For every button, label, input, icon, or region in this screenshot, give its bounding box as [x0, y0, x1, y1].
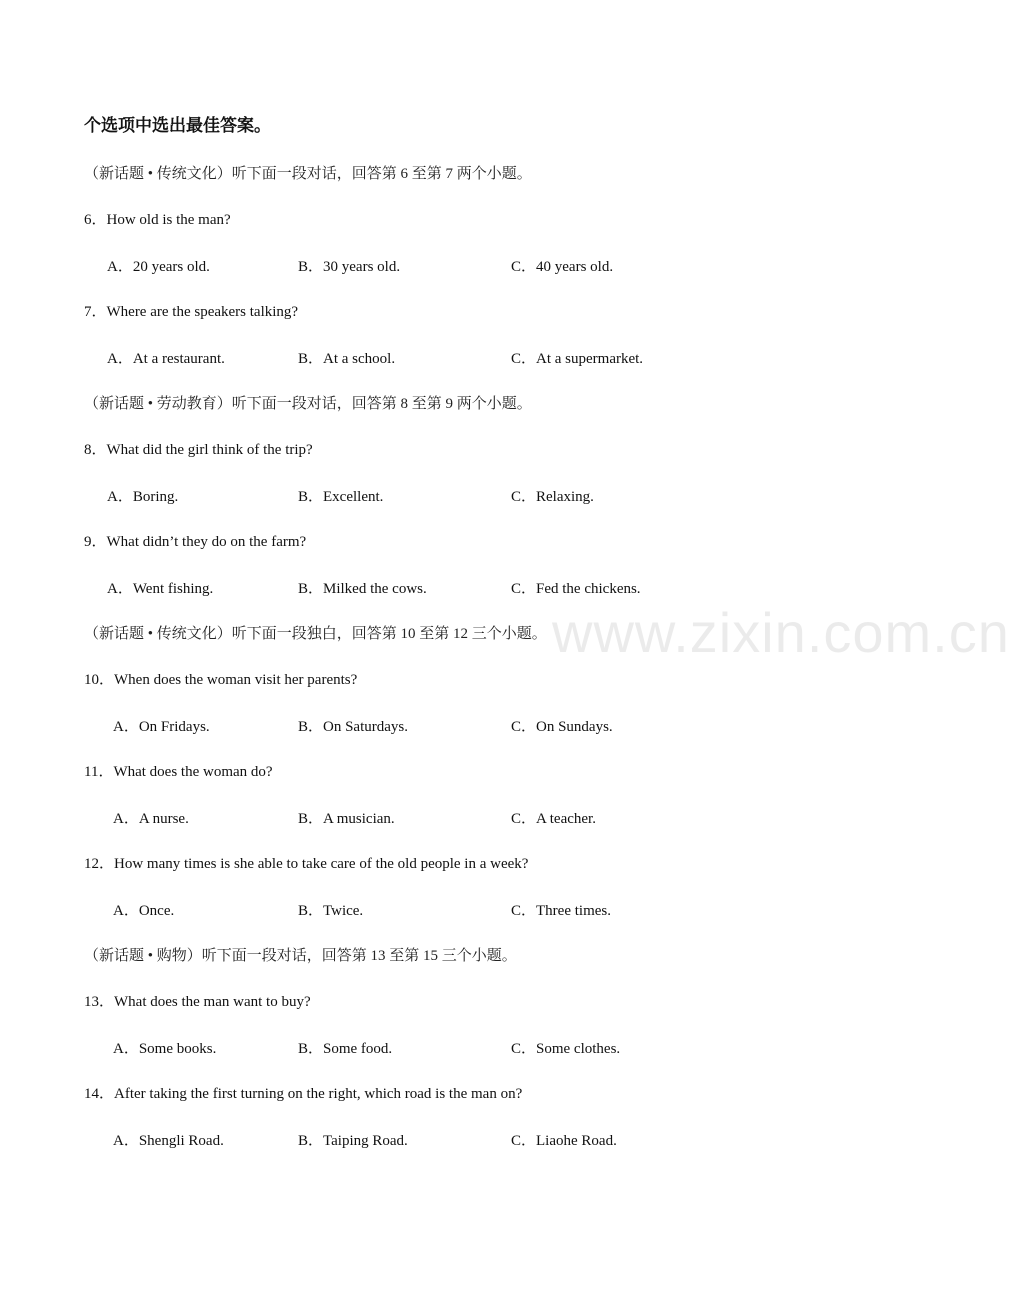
question-13: 13．What does the man want to buy?: [84, 994, 311, 1010]
question-9-option-c: C．Fed the chickens.: [511, 581, 641, 597]
question-11-option-c: C．A teacher.: [511, 811, 596, 827]
question-8-option-b: B．Excellent.: [298, 489, 384, 505]
question-6-option-c: C．40 years old.: [511, 259, 614, 275]
question-12-option-c: C．Three times.: [511, 903, 611, 919]
section-instruction-4: （新话题 • 购物）听下面一段对话，回答第 13 至第 15 三个小题。: [84, 948, 517, 964]
question-11-option-b: B．A musician.: [298, 811, 395, 827]
question-13-option-b: B．Some food.: [298, 1041, 393, 1057]
question-6-option-a: A．20 years old.: [107, 259, 210, 275]
question-12-option-b: B．Twice.: [298, 903, 364, 919]
section-instruction-3: （新话题 • 传统文化）听下面一段独白，回答第 10 至第 12 三个小题。: [84, 626, 547, 642]
question-9-option-a: A．Went fishing.: [107, 581, 214, 597]
question-7-option-c: C．At a supermarket.: [511, 351, 644, 367]
page-heading: 个选项中选出最佳答案。: [84, 116, 271, 135]
section-instruction-2: （新话题 • 劳动教育）听下面一段对话，回答第 8 至第 9 两个小题。: [84, 396, 532, 412]
question-11: 11．What does the woman do?: [84, 764, 273, 780]
question-10-option-a: A．On Fridays.: [113, 719, 210, 735]
question-10-option-c: C．On Sundays.: [511, 719, 613, 735]
section-instruction-1: （新话题 • 传统文化）听下面一段对话，回答第 6 至第 7 两个小题。: [84, 166, 532, 182]
question-7-option-a: A．At a restaurant.: [107, 351, 225, 367]
question-14-option-c: C．Liaohe Road.: [511, 1133, 617, 1149]
question-14: 14．After taking the first turning on the right, which road is the man on?: [84, 1086, 523, 1102]
question-9-option-b: B．Milked the cows.: [298, 581, 427, 597]
question-14-option-a: A．Shengli Road.: [113, 1133, 224, 1149]
question-9: 9．What didn’t they do on the farm?: [84, 534, 307, 550]
question-10-option-b: B．On Saturdays.: [298, 719, 408, 735]
question-14-option-b: B．Taiping Road.: [298, 1133, 408, 1149]
question-7-option-b: B．At a school.: [298, 351, 396, 367]
question-7: 7．Where are the speakers talking?: [84, 304, 299, 320]
question-8-option-c: C．Relaxing.: [511, 489, 594, 505]
watermark: www.zixin.com.cn: [552, 601, 1010, 664]
question-13-option-c: C．Some clothes.: [511, 1041, 621, 1057]
question-6-option-b: B．30 years old.: [298, 259, 401, 275]
question-8: 8．What did the girl think of the trip?: [84, 442, 313, 458]
question-12: 12．How many times is she able to take care of the old people in a week?: [84, 856, 529, 872]
question-6: 6．How old is the man?: [84, 212, 231, 228]
question-10: 10．When does the woman visit her parents?: [84, 672, 358, 688]
question-8-option-a: A．Boring.: [107, 489, 179, 505]
question-13-option-a: A．Some books.: [113, 1041, 217, 1057]
question-12-option-a: A．Once.: [113, 903, 175, 919]
question-11-option-a: A．A nurse.: [113, 811, 189, 827]
